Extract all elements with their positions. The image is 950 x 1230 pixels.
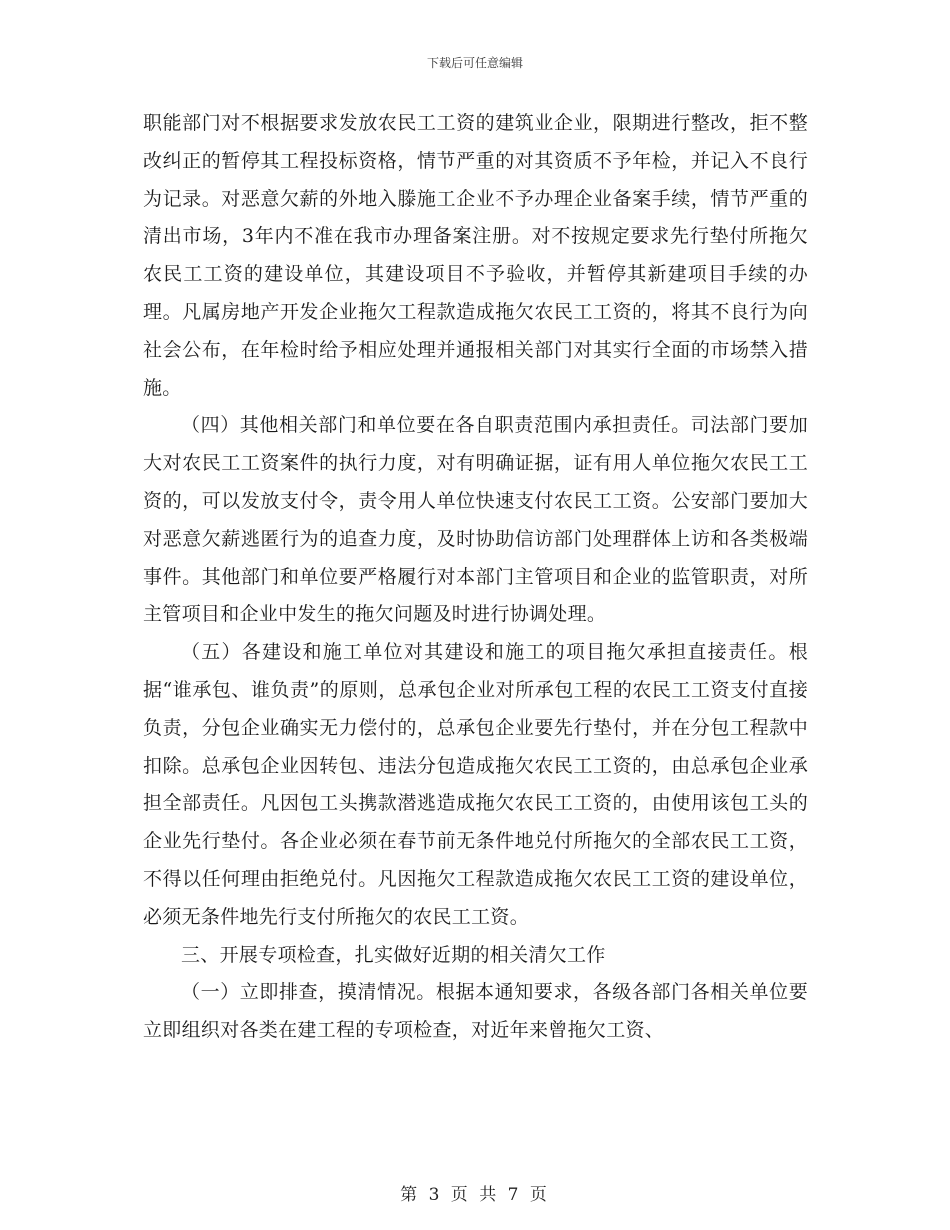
page-header: 下载后可任意编辑: [426, 56, 523, 70]
page-number-footer: 第 3 页 共 7 页: [400, 1185, 550, 1205]
document-body: [143, 105, 808, 1050]
paragraph-item-5: （五）各建设和施工单位对其建设和施工的项目拖欠承担直接责任。根据“谁承包、谁负责”的原则，总承包企业对所承包工程的农民工工资支付直接负责，分包企业确实无力偿付的，总承包企业要先行垫付，并在分包工程款中扣除。总承包企业因转包、违法分包造成拖欠农民工工资的，由总承包企业承担全部责任。凡因包工头携款潜逃造成拖欠农民工工资的，由使用该包工头的企业先行垫付。各企业必须在春节前无条件地兑付所拖欠的全部农民工工资，不得以任何理由拒绝兑付。凡因拖欠工程款造成拖欠农民工工资的建设单位，必须无条件地先行支付所拖欠的农民工工资。: [143, 641, 808, 928]
paragraph-item-4: （四）其他相关部门和单位要在各自职责范围内承担责任。司法部门要加大对农民工工资案件的执行力度，对有明确证据，证有用人单位拖欠农民工工资的，可以发放支付令，责令用人单位快速支付农民工工资。公安部门要加大对恶意欠薪逃匿行为的追查力度，及时协助信访部门处理群体上访和各类极端事件。其他部门和单位要严格履行对本部门主管项目和企业的监管职责，对所主管项目和企业中发生的拖欠问题及时进行协调处理。: [143, 414, 808, 626]
paragraph-item-1: （一）立即排查，摸清情况。根据本通知要求，各级各部门各相关单位要立即组织对各类在建工程的专项检查，对近年来曾拖欠工资、: [143, 981, 808, 1042]
section-heading-3: 三、开展专项检查，扎实做好近期的相关清欠工作: [181, 943, 606, 966]
paragraph-continuation: 职能部门对不根据要求发放农民工工资的建筑业企业，限期进行整改，拒不整改纠正的暂停其工程投标资格，情节严重的对其资质不予年检，并记入不良行为记录。对恶意欠薪的外地入滕施工企业不予办理企业备案手续，情节严重的清出市场，3年内不准在我市办理备案注册。对不按规定要求先行垫付所拖欠农民工工资的建设单位，其建设项目不予验收，并暂停其新建项目手续的办理。凡属房地产开发企业拖欠工程款造成拖欠农民工工资的，将其不良行为向社会公布，在年检时给予相应处理并通报相关部门对其实行全面的市场禁入措施。: [143, 112, 808, 399]
